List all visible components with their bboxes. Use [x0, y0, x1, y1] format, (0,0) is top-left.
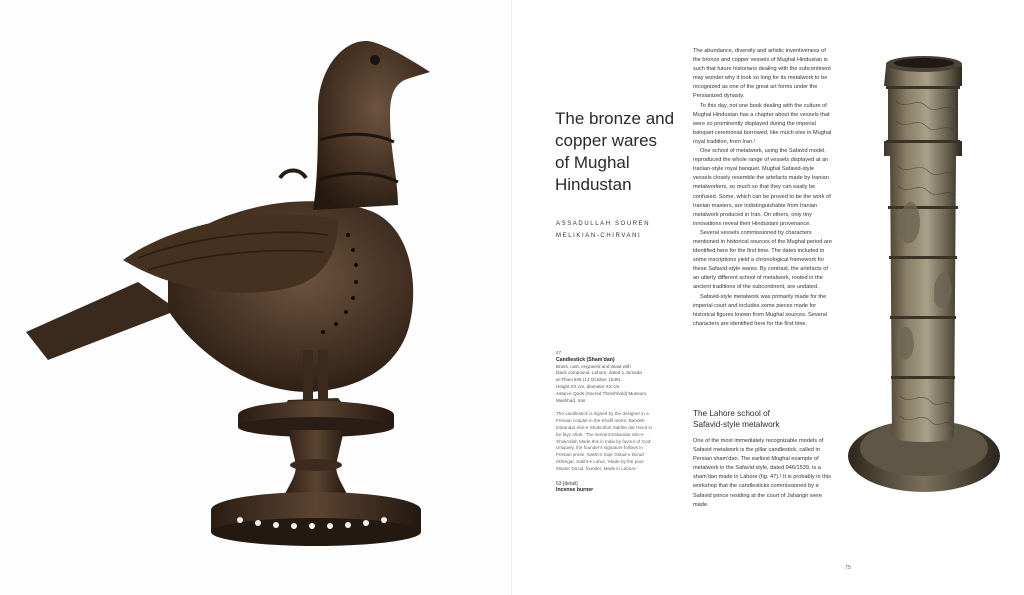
- section-text: [693, 437, 833, 510]
- caption-note-line: be-fayz Allah, 'The servant Eskandar ebn-e: [556, 431, 644, 437]
- section-paragraph: One of the most immediately recognizable models of Safavid metalwork is the pillar candlestick, called in Persian sham'dan. The earliest Mughal example of metalwork in the Safavid style, dated 946/1539, is a sham'dan made in Lahore (fig. 47).² It is probably in this workshop that the candlesticks commissioned by a Safavid prince residing at the court of Jahangir were made.: [693, 438, 831, 508]
- candlestick-image: [842, 46, 1002, 496]
- detail-title: Incense burner: [556, 487, 594, 494]
- caption-line: al-Thani 946 (14 October 1539).: [556, 377, 622, 383]
- caption-line: Astan-e Qods (Sacred Threshhold) Museum,: [556, 390, 648, 396]
- caption-line: black compound. Lahore, dated 1 Jumada: [556, 370, 642, 376]
- section-heading: [693, 408, 833, 430]
- body-paragraph: Safavid-style metalwork was primarily made for the imperial court and includes some pieces made for historical figures known from Mughal sources. Several characters are identified here for the first time.: [693, 293, 827, 327]
- caption-note-line: rikhtegar, Sakht-e Lahur, 'Made by the poor: [556, 458, 644, 464]
- caption-note-line: Shokrollah Made this in India by favour of God'.: [556, 438, 653, 444]
- caption-note-line: Master Da'ud, founder. Made in Lahore.': [556, 465, 638, 471]
- caption-line: Height XX cm, diameter XX cm.: [556, 383, 621, 389]
- caption-note-line: Persian prose: Sakht-e faqir Ostad-e Da'ud: [556, 452, 644, 458]
- caption-title: Candlestick (Sham'dan): [556, 356, 615, 363]
- body-paragraph: Several vessels commissioned by characters mentioned in historical sources of the Mughal period are identified here for the first time. The dates included in some inscriptions yield a chronological framework for these Safavid-style wares. By contrast, the artefacts of an utterly different school of metalwork, rooted in the ancient traditions of the subcontinent, are undated.: [693, 229, 832, 291]
- author-line: ASSADULLAH SOUREN: [556, 221, 651, 227]
- chapter-title: The bronze and copper wares of Mughal Hindustan: [555, 109, 675, 194]
- author-line: MELIKIAN-CHIRVANI: [556, 233, 642, 239]
- body-paragraph: The abundance, diversity and artistic inventiveness of the bronze and copper vessels of Mughal Hindustan is such that future historians dealing with the subcontinent may wonder why it took so long for its metalwork to be recognized as one of the great art forms under the Persianized dynasty.: [693, 48, 831, 100]
- body-paragraph: One school of metalwork, using the Safavid model, reproduced the whole range of vessels displayed at an Iranian-style royal banquet. Mughal Safavid-style vessels closely resemble the artefacts made by Iranian metalworkers, so much so that they can easily be confused. Some, which can be proved to be the work of Iranian masters, are indistinguishable from Iranian metalwork produced in Iran. On others, only tiny innovations reveal their Hindustani provenance.: [693, 148, 831, 227]
- caption-note-line: Persian couplet in the Khafif metre: Bandeh: [556, 418, 645, 424]
- section-heading-line: The Lahore school of: [693, 409, 770, 418]
- figure-caption: [556, 350, 666, 494]
- body-paragraph: To this day, not one book dealing with the culture of Mughal Hindustan has a chapter about the vessels that were so prominently displayed during the imperial banquet ceremonial borrowed, like much else in Mughal royal tradition, from Iran.¹: [693, 102, 832, 145]
- page-number: 75: [845, 565, 852, 571]
- section-heading-line: Safavid-style metalwork: [693, 420, 780, 429]
- caption-note-line: Eskandar ebn-e Shokrollah Sakhte dar Hend in: [556, 424, 653, 430]
- caption-note-line: The candlestick is signed by the designer in a: [556, 411, 649, 417]
- caption-number: 47: [556, 350, 562, 355]
- caption-line: Mashhad, Iran.: [556, 397, 587, 403]
- caption-line: Brass, cast, engraved and inlaid with: [556, 363, 631, 369]
- incense-burner-image: [18, 20, 448, 565]
- body-text-column: [693, 47, 833, 329]
- detail-number: 63 [detail]: [556, 480, 578, 487]
- caption-note-line: Uniquely, the founder's signature follows in: [556, 445, 643, 451]
- chapter-author: [556, 218, 676, 242]
